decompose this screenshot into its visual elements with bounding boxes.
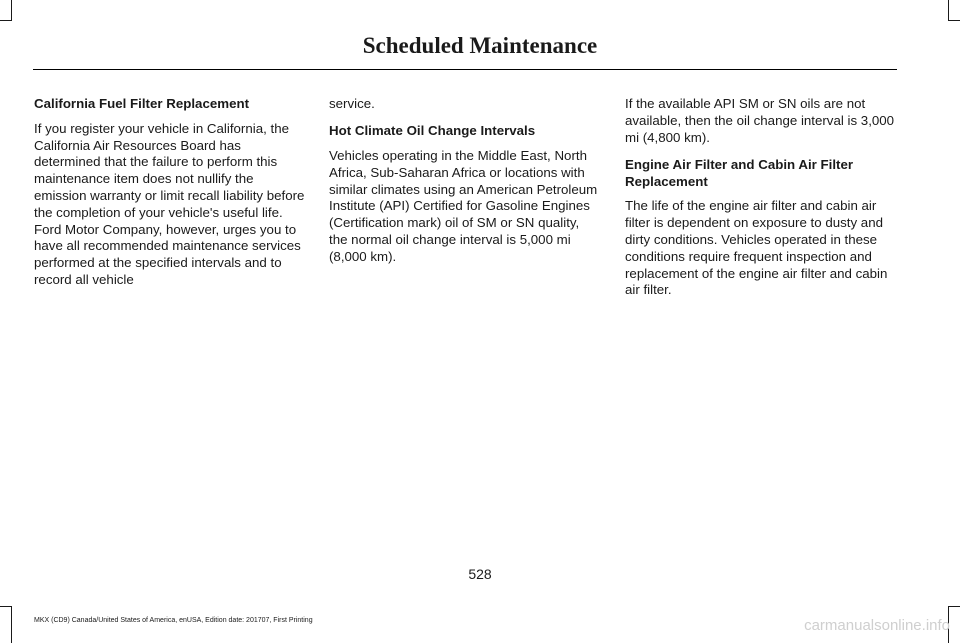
footer-edition-info: MKX (CD9) Canada/United States of America, enUSA, Edition date: 201707, First Printing [34, 617, 313, 624]
body-paragraph: service. [329, 96, 375, 111]
crop-mark-top-right-v [948, 0, 949, 20]
crop-mark-top-left-v [11, 0, 12, 20]
watermark: carmanualsonline.info [804, 617, 950, 634]
crop-mark-bottom-right-h [948, 606, 960, 607]
page-number: 528 [468, 566, 492, 582]
crop-mark-top-right-h [948, 20, 960, 21]
text-column-3 [625, 96, 897, 310]
section-heading: Engine Air Filter and Cabin Air Filter Replacement [625, 156, 854, 189]
crop-mark-bottom-left-v [11, 606, 12, 643]
text-column-1 [34, 96, 306, 299]
body-paragraph: If you register your vehicle in California, the California Air Resources Board has determined that the failure to perform this maintenance item does not nullify the emission warranty or limit recall liability before the completion of your vehicle's useful life. Ford Motor Company, however, urges you to have all recommended maintenance services performed at the specified intervals and to record all vehicle [34, 120, 305, 287]
text-column-2 [329, 96, 601, 276]
header-divider [33, 69, 897, 70]
body-paragraph: If the available API SM or SN oils are not available, then the oil change interval is 3,000 mi (4,800 km). [625, 96, 895, 145]
body-paragraph: Vehicles operating in the Middle East, North Africa, Sub-Saharan Africa or locations with similar climates using an American Petroleum Institute (API) Certified for Gasoline Engines (Certification mark) oil of SM or SN quality, the normal oil change interval is 5,000 mi (8,000 km). [329, 148, 598, 264]
page-title: Scheduled Maintenance [362, 33, 598, 58]
body-paragraph: The life of the engine air filter and cabin air filter is dependent on exposure to dusty and dirty conditions. Vehicles operated in these conditions require frequent inspection and replacement of the engine air filter and cabin air filter. [625, 198, 888, 298]
crop-mark-top-left-h [0, 20, 12, 21]
section-heading: Hot Climate Oil Change Intervals [329, 123, 536, 139]
crop-mark-bottom-left-h [0, 606, 12, 607]
section-heading: California Fuel Filter Replacement [34, 96, 250, 111]
